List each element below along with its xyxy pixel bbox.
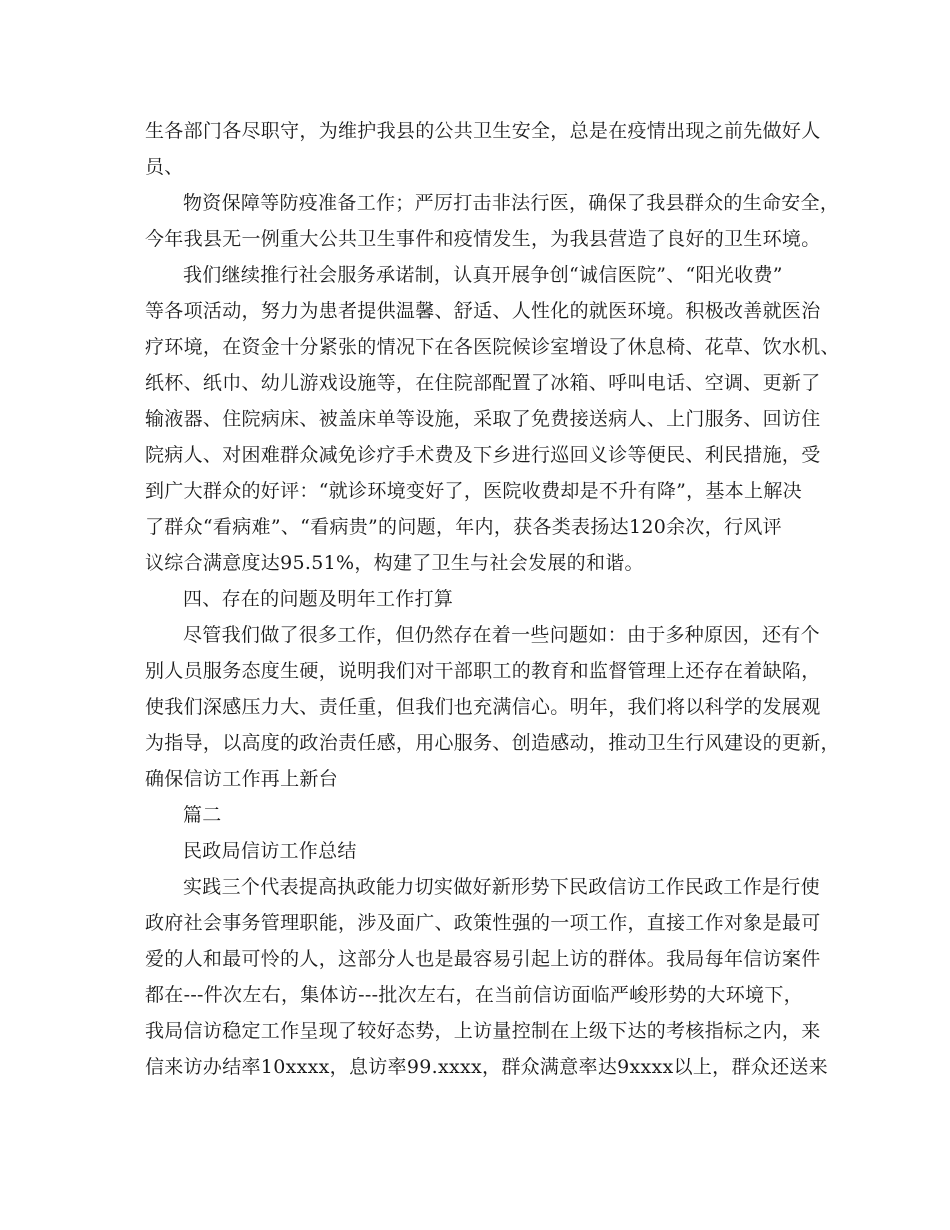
text-line: 等各项活动，努力为患者提供温馨、舒适、人性化的就医环境。积极改善就医治 xyxy=(145,300,821,322)
text-line: 我们继续推行社会服务承诺制，认真开展争创“诚信医院”、“阳光收费” xyxy=(183,264,783,286)
text-line: 疗环境，在资金十分紧张的情况下在各医院候诊室增设了休息椅、花草、饮水机、 xyxy=(145,336,840,358)
section-heading: 四、存在的问题及明年工作打算 xyxy=(183,588,454,610)
text-line: 今年我县无一例重大公共卫生事件和疫情发生，为我县营造了良好的卫生环境。 xyxy=(145,228,821,250)
text-line: 确保信访工作再上新台 xyxy=(145,768,339,790)
text-line: 物资保障等防疫准备工作；严厉打击非法行医，确保了我县群众的生命安全， xyxy=(183,192,840,214)
text-line: 了群众“看病难”、“看病贵”的问题，年内，获各类表扬达120余次，行风评 xyxy=(145,516,782,538)
text-line: 为指导，以高度的政治责任感，用心服务、创造感动，推动卫生行风建设的更新， xyxy=(145,732,840,754)
text-line: 信来访办结率10xxxx，息访率99.xxxx，群众满意率达9xxxx以上，群众还送来 xyxy=(145,1056,828,1078)
text-line: 实践三个代表提高执政能力切实做好新形势下民政信访工作民政工作是行使 xyxy=(183,876,820,898)
text-line: 议综合满意度达95.51%，构建了卫生与社会发展的和谐。 xyxy=(145,552,644,574)
text-line: 使我们深感压力大、责任重，但我们也充满信心。明年，我们将以科学的发展观 xyxy=(145,696,821,718)
section-heading: 篇二 xyxy=(183,804,222,826)
text-line: 到广大群众的好评：“就诊环境变好了，医院收费却是不升有降”，基本上解决 xyxy=(145,480,802,502)
text-line: 员、 xyxy=(145,156,184,178)
text-line: 我局信访稳定工作呈现了较好态势，上访量控制在上级下达的考核指标之内，来 xyxy=(145,1020,821,1042)
text-line: 都在---件次左右，集体访---批次左右，在当前信访面临严峻形势的大环境下， xyxy=(145,984,803,1006)
text-line: 爱的人和最可怜的人，这部分人也是最容易引起上访的群体。我局每年信访案件 xyxy=(145,948,821,970)
text-line: 纸杯、纸巾、幼儿游戏设施等，在住院部配置了冰箱、呼叫电话、空调、更新了 xyxy=(145,372,821,394)
text-line: 别人员服务态度生硬，说明我们对干部职工的教育和监督管理上还存在着缺陷， xyxy=(145,660,821,682)
text-line: 尽管我们做了很多工作，但仍然存在着一些问题如：由于多种原因，还有个 xyxy=(183,624,820,646)
text-line: 输液器、住院病床、被盖床单等设施，采取了免费接送病人、上门服务、回访住 xyxy=(145,408,821,430)
section-title: 民政局信访工作总结 xyxy=(183,840,357,862)
text-line: 院病人、对困难群众减免诊疗手术费及下乡进行巡回义诊等便民、利民措施，受 xyxy=(145,444,821,466)
text-line: 生各部门各尽职守，为维护我县的公共卫生安全，总是在疫情出现之前先做好人 xyxy=(145,120,821,142)
text-line: 政府社会事务管理职能，涉及面广、政策性强的一项工作，直接工作对象是最可 xyxy=(145,912,821,934)
